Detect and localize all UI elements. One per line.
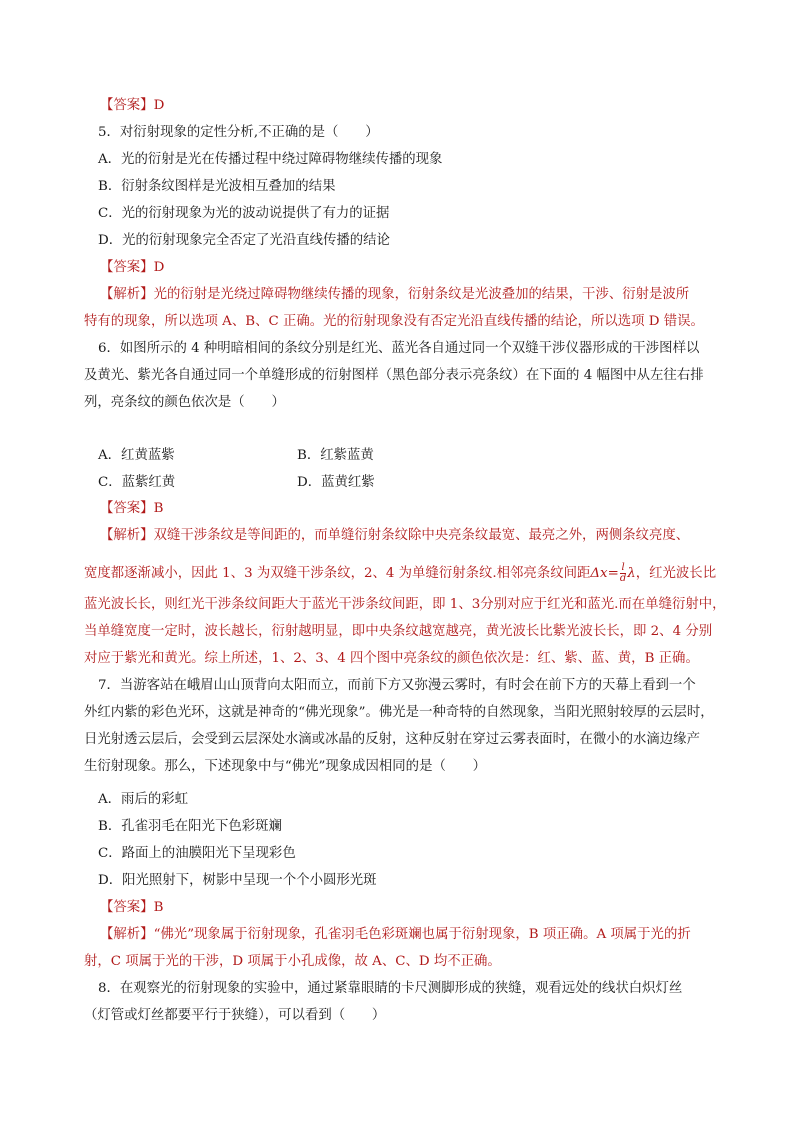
q8-stem-line-1: 8．在观察光的衍射现象的实验中，通过紧靠眼睛的卡尺测脚形成的狭缝，观看远处的线状白炽灯丝 [98, 981, 683, 996]
q6-option-a: A．红黄蓝紫 [98, 448, 175, 463]
explanation-label: 【解析】 [100, 927, 154, 942]
q8-stem-line-2: （灯管或灯丝都要平行于狭缝），可以看到（ ） [84, 1008, 386, 1023]
explanation-text: 双缝干涉条纹是等间距的，而单缝衍射条纹除中央亮条纹最宽、最亮之外，两侧条纹亮度、 [153, 528, 690, 543]
q6-explanation-line-2 [84, 563, 716, 583]
q6-stem-line-2: 及黄光、紫光各自通过同一个单缝形成的衍射图样（黑色部分表示亮条纹）在下面的 4 幅图中从左往右排 [84, 368, 704, 383]
answer-value: D [153, 260, 165, 275]
q7-option-a: A．雨后的彩虹 [98, 792, 189, 807]
q6-explanation-line-1 [100, 526, 689, 546]
answer-value: B [153, 501, 164, 516]
q6-stem-line-3: 列，亮条纹的颜色依次是（ ） [84, 395, 285, 410]
q6-option-c: C．蓝紫红黄 [98, 475, 176, 490]
q5-stem: 5．对衍射现象的定性分析,不正确的是（ ） [98, 125, 379, 140]
explanation-label: 【解析】 [100, 287, 154, 302]
explanation-text: ，红光波长比 [635, 566, 717, 581]
q7-stem-line-3: 日光射透云层后，会受到云层深处水滴或冰晶的反射，这种反射在穿过云雾表面时，在微小的水滴边缘产 [84, 732, 700, 747]
q6-explanation-line-4: 当单缝宽度一定时，波长越长，衍射越明显，即中央条纹越宽越亮，黄光波长比紫光波长长，即 2、4 分别 [84, 624, 713, 639]
q6-explanation-line-3: 蓝光波长长，则红光干涉条纹间距大于蓝光干涉条纹间距，即 1、3分别对应于红光和蓝光.而在单缝衍射中， [84, 597, 726, 612]
q6-stem-line-1: 6．如图所示的 4 种明暗相间的条纹分别是红光、蓝光各自通过同一个双缝干涉仪器形成的干涉图样以 [98, 341, 700, 356]
answer-label: 【答案】 [100, 900, 154, 915]
q7-stem-line-4: 生衍射现象。那么，下述现象中与“佛光”现象成因相同的是（ ） [84, 759, 487, 774]
q4-answer [100, 96, 164, 116]
answer-label: 【答案】 [100, 501, 154, 516]
q6-explanation-line-5: 对应于紫光和黄光。综上所述，1、2、3、4 四个图中亮条纹的颜色依次是：红、紫、蓝、黄，B 正确。 [84, 651, 699, 666]
q5-explanation-line-1 [100, 285, 689, 305]
q7-explanation-line-1 [100, 925, 691, 945]
q7-option-b: B．孔雀羽毛在阳光下色彩斑斓 [98, 819, 282, 834]
q5-option-d: D．光的衍射现象完全否定了光沿直线传播的结论 [98, 233, 390, 248]
q5-explanation-line-2: 特有的现象，所以选项 A、B、C 正确。光的衍射现象没有否定光沿直线传播的结论，所以选项 D 错误。 [84, 314, 704, 329]
explanation-text: 光的衍射是光绕过障碍物继续传播的现象，衍射条纹是光波叠加的结果，干涉、衍射是波所 [153, 287, 690, 302]
q7-stem-line-1: 7．当游客站在峨眉山山顶背向太阳而立，而前下方又弥漫云雾时，有时会在前下方的天幕上看到一个 [98, 678, 696, 693]
answer-value: B [153, 900, 164, 915]
explanation-text: “佛光”现象属于衍射现象，孔雀羽毛色彩斑斓也属于衍射现象，B 项正确。A 项属于光的折 [153, 927, 691, 942]
q5-answer [100, 258, 164, 278]
q7-option-d: D．阳光照射下，树影中呈现一个个小圆形光斑 [98, 873, 377, 888]
q6-option-d: D．蓝黄红紫 [297, 475, 375, 490]
q7-stem-line-2: 外红内紫的彩色光环，这就是神奇的“佛光现象”。佛光是一种奇特的自然现象，当阳光照射较厚的云层时， [84, 705, 714, 720]
q6-option-b: B．红紫蓝黄 [297, 448, 374, 463]
q7-explanation-line-2: 射，C 项属于光的干涉，D 项属于小孔成像，故 A、C、D 均不正确。 [84, 954, 501, 969]
q6-answer [100, 499, 163, 519]
q7-answer [100, 898, 163, 918]
q5-option-b: B．衍射条纹图样是光波相互叠加的结果 [98, 179, 336, 194]
answer-value: D [153, 98, 165, 113]
explanation-text: 宽度都逐渐减小，因此 1、3 为双缝干涉条纹，2、4 为单缝衍射条纹.相邻亮条纹间距 [84, 566, 591, 581]
q5-option-c: C．光的衍射现象为光的波动说提供了有力的证据 [98, 206, 390, 221]
q7-option-c: C．路面上的油膜阳光下呈现彩色 [98, 846, 296, 861]
answer-label: 【答案】 [100, 98, 154, 113]
fringe-spacing-formula: Δx= $\frac{l}{d}$ λ [590, 562, 636, 584]
q5-option-a: A．光的衍射是光在传播过程中绕过障碍物继续传播的现象 [98, 152, 443, 167]
answer-label: 【答案】 [100, 260, 154, 275]
explanation-label: 【解析】 [100, 528, 154, 543]
